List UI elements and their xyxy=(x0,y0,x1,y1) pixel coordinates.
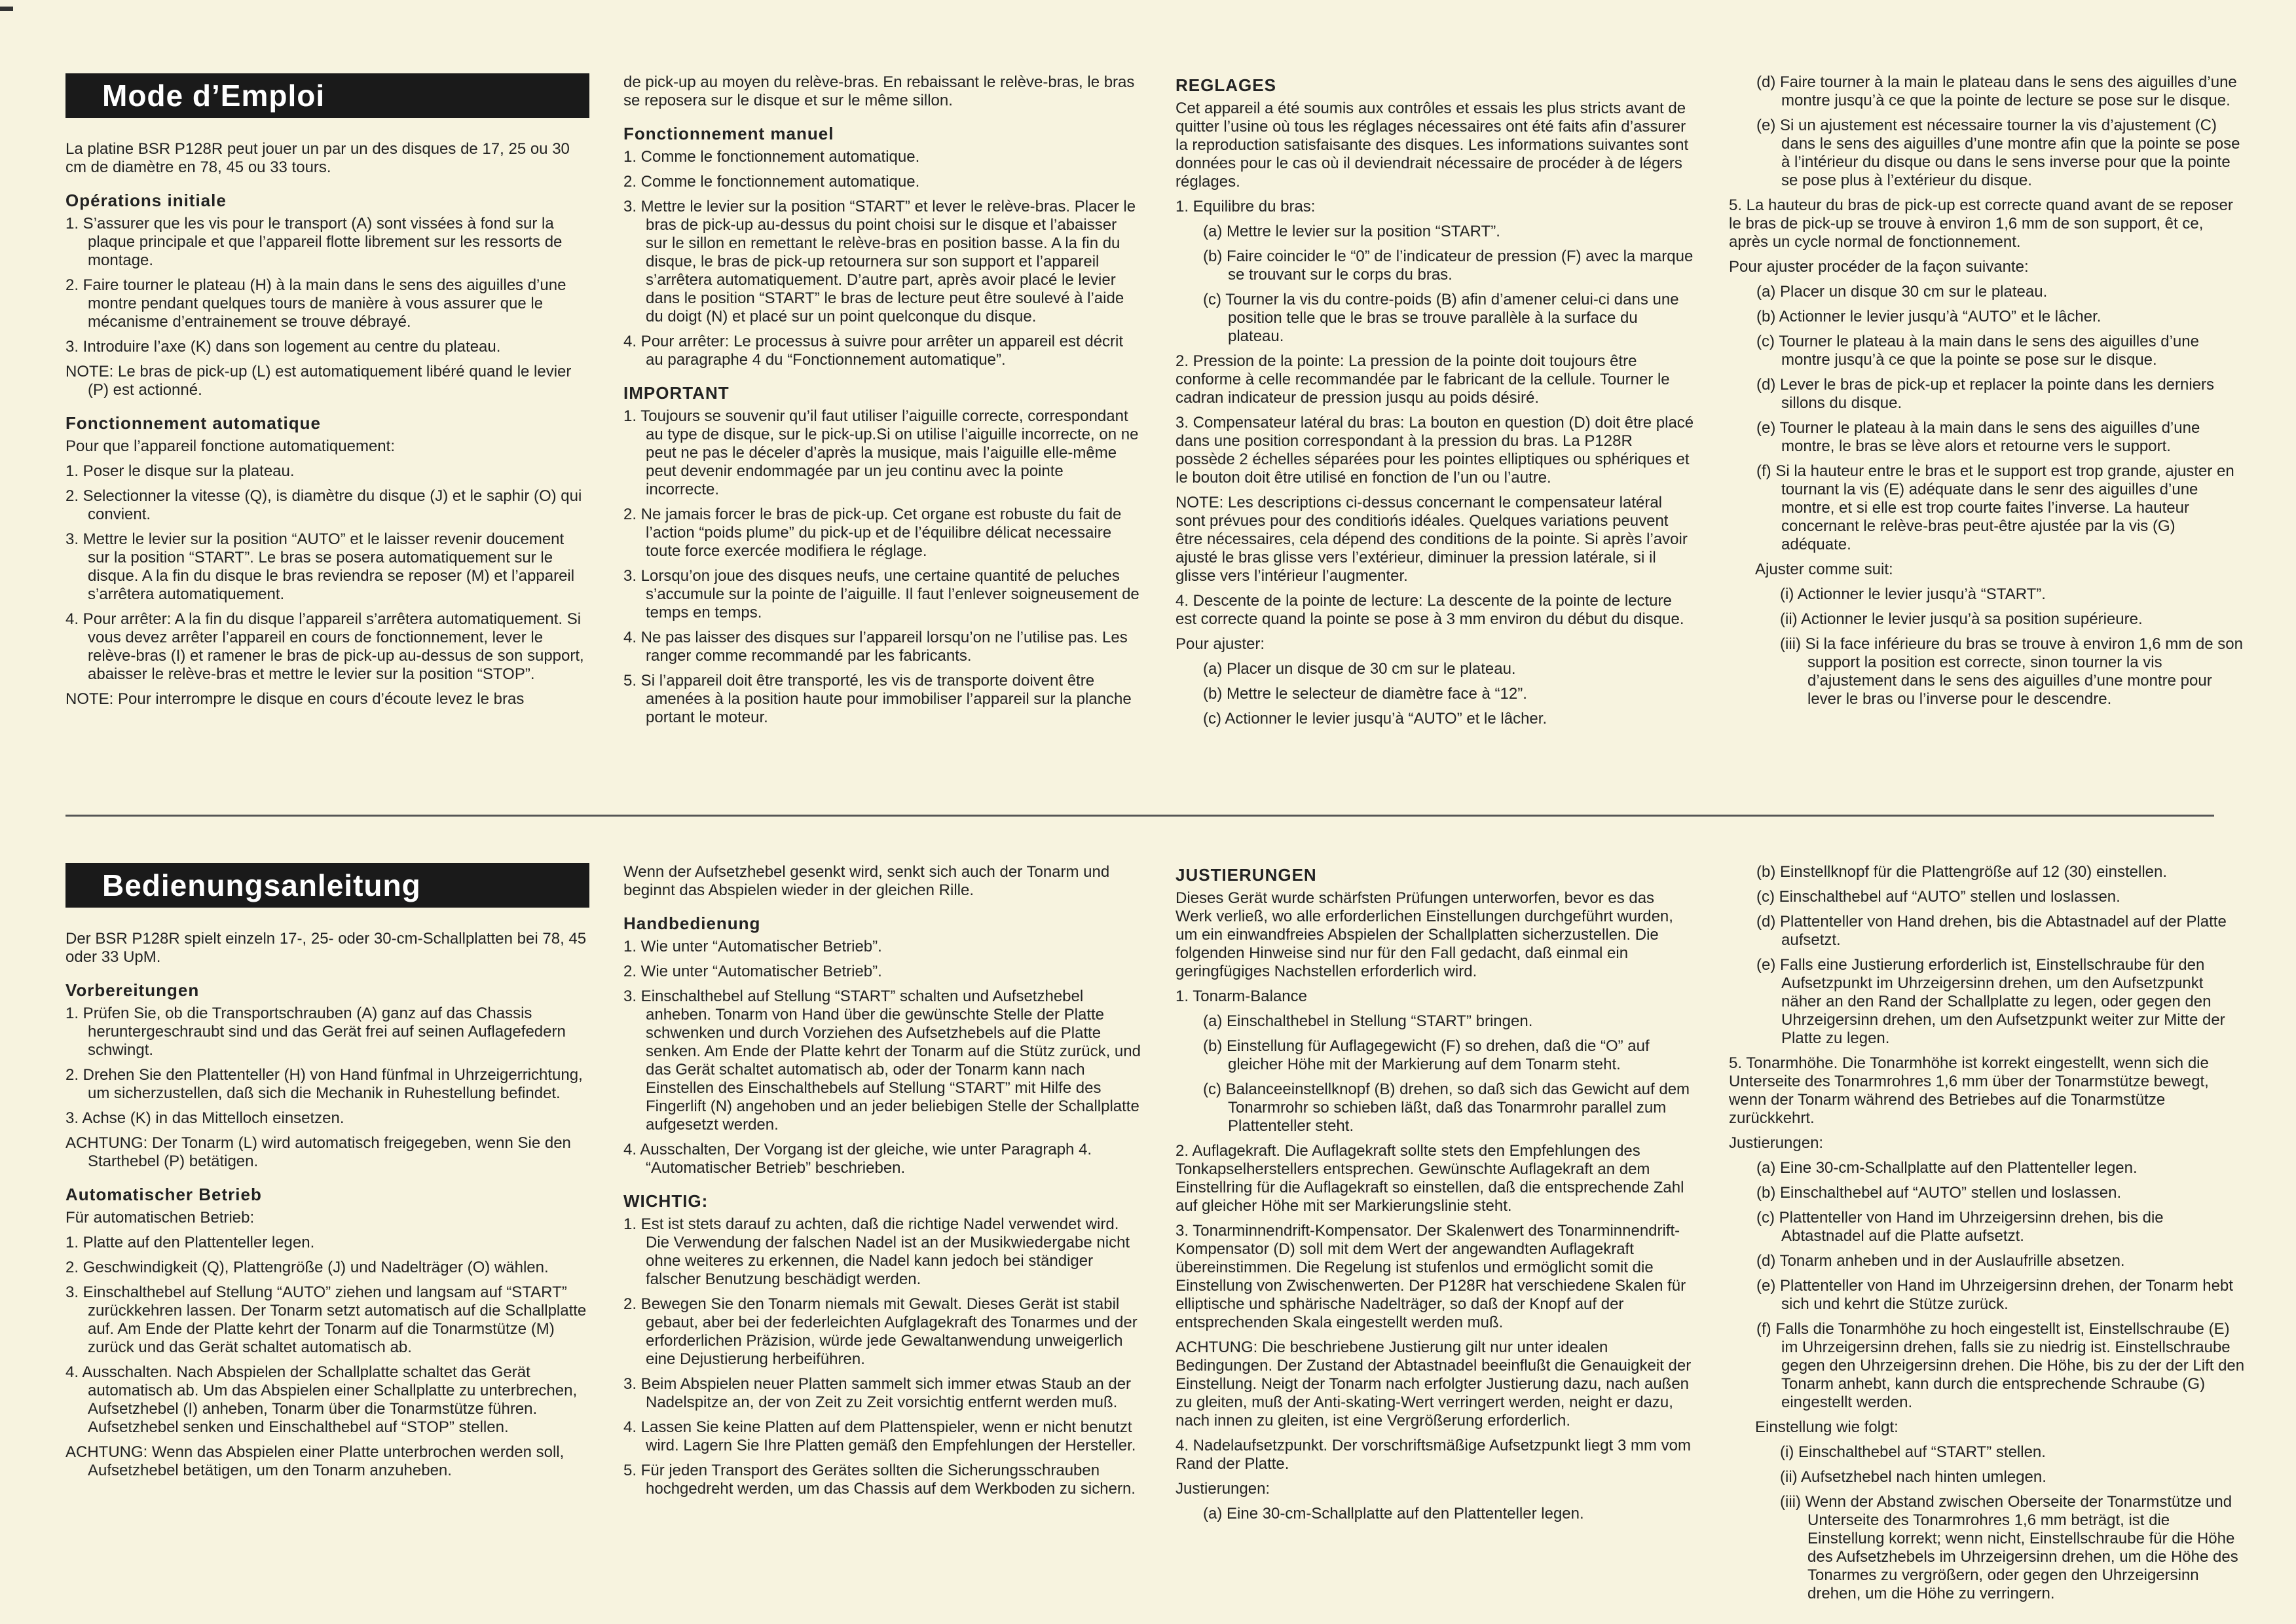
list-item: 2. Wie unter “Automatischer Betrieb”. xyxy=(623,963,882,980)
list-item: 2. Ne jamais forcer le bras de pick-up. Cet organe est robuste du fait de l’action “poids plume” du pick-up et de l’équilibre délicat necessaire toute force exercée modifiera le réglage. xyxy=(623,506,1122,560)
adjustment-4: 4. Descente de la pointe de lecture: La descente de la pointe de lecture est correcte quand la pointe se pose à 3 mm environ du début du disque. xyxy=(1176,592,1684,628)
list-item: (a) Placer un disque de 30 cm sur le plateau. xyxy=(1203,660,1516,678)
column-4 xyxy=(1729,73,2246,715)
list-item: (e) Plattenteller von Hand im Uhrzeigersinn drehen, der Tonarm hebt sich und kehrt die Stütze zurück. xyxy=(1756,1277,2233,1313)
list-item: (ii) Aufsetzhebel nach hinten umlegen. xyxy=(1780,1468,2046,1486)
list-item: (c) Plattenteller von Hand im Uhrzeigersinn drehen, bis die Abtastnadel auf die Platte aufsetzt. xyxy=(1756,1209,2164,1245)
list-item: (e) Si un ajustement est nécessaire tourner la vis d’ajustement (C) dans le sens des aiguilles d’une montre afin que la pointe se pose à l’intérieur du disque ou dans le sens inverse pour que la pointe se pose plus à l’extérieur du disque. xyxy=(1756,117,2240,189)
list-item: (b) Faire coincider le “0” de l’indicateur de pression (F) avec la marque se trouvant sur le corps du bras. xyxy=(1203,248,1694,284)
list-item: (b) Mettre le selecteur de diamètre face à “12”. xyxy=(1203,685,1527,703)
adjustment-4-steps xyxy=(1176,660,1694,728)
list-item: (c) Einschalthebel auf “AUTO” stellen und loslassen. xyxy=(1756,888,2120,906)
intro-paragraph: La platine BSR P128R peut jouer un par un des disques de 17, 25 ou 30 cm de diamètre en 78, 45 ou 33 tours. xyxy=(65,140,570,176)
heading-automatic-operation: Automatischer Betrieb xyxy=(65,1185,262,1204)
heading-manual-operation: Fonctionnement manuel xyxy=(623,124,834,143)
list-item: (a) Einschalthebel in Stellung “START” bringen. xyxy=(1203,1012,1533,1030)
list-item: (c) Balanceeinstellknopf (B) drehen, so daß sich das Gewicht auf dem Tonarmrohr so schieben läßt, daß das Tonarmrohr parallel zum Plattenteller steht. xyxy=(1203,1080,1690,1135)
list-item: 1. Wie unter “Automatischer Betrieb”. xyxy=(623,938,882,955)
list-item: 1. S’assurer que les vis pour le transport (A) sont vissées à fond sur la plaque principale et que l’appareil flotte librement sur les ressorts de montage. xyxy=(65,215,563,269)
list-item: 3. Lorsqu’on joue des disques neufs, une certaine quantité de peluches s’accumule sur la pointe de l’aiguille. Il faut l’enlever soigneusement de temps en temps. xyxy=(623,567,1139,621)
adjustment-2: 2. Pression de la pointe: La pression de la pointe doit toujours être conforme à celle recommandée par le fabricant de la cellule. Tourner le cadran indicateur de pression jusqu au poids désiré. xyxy=(1176,352,1670,407)
adjustment-3: 3. Tonarminnendrift-Kompensator. Der Skalenwert des Tonarminnendrift-Kompensator (D) soll mit dem Wert der angewandten Auflagekraft übereinstimmen. Die Regelung ist stufenlos und ermöglicht somit die Einstellung von Zwischenwerten. Der P128R hat verschiedene Skalen für elliptische und sphärische Nadelträger, so daß der Knopf auf der entsprechenden Skala eingestellt werden muß. xyxy=(1176,1222,1686,1331)
list-item: 4. Ausschalten. Nach Abspielen der Schallplatte schaltet das Gerät automatisch ab. Um das Abspielen einer Schallplatte zu unterbrechen, Aufsetzhebel (I) anheben, Tonarm über die Tonarmstütze führen. Aufsetzhebel senken und Einschalthebel auf “STOP” stellen. xyxy=(65,1363,578,1436)
list-item: 4. Pour arrêter: Le processus à suivre pour arrêter un appareil est décrit au paragraphe 4 du “Fonctionnement automatique”. xyxy=(623,333,1124,369)
list-item: 2. Selectionner la vitesse (Q), is diamètre du disque (J) et le saphir (O) qui convient. xyxy=(65,487,582,523)
list-item: 3. Mettre le levier sur la position “AUTO” et le laisser revenir doucement sur la position “START”. Le bras se posera automatiquement sur le disque. A la fin du disque le bras reviendra se reposer (M) et l’appareil s’arrêtera automatiquement. xyxy=(65,530,575,603)
list-item: 5. Si l’appareil doit être transporté, les vis de transporte doivent être amenées à la position haute pour immobiliser l’appareil sur la planche portant le moteur. xyxy=(623,672,1132,726)
list-item: 1. Comme le fonctionnement automatique. xyxy=(623,148,920,166)
adjustment-1: 1. Equilibre du bras: xyxy=(1176,198,1316,215)
automatic-intro: Für automatischen Betrieb: xyxy=(65,1209,255,1227)
list-item: (iii) Wenn der Abstand zwischen Oberseite der Tonarmstütze und Unterseite des Tonarmrohres 1,6 mm beträgt, ist die Einstellung korrekt; wenn nicht, Einstellschraube für die Höhe des Aufsetzhebels im Uhrzeigersinn drehen, um die Höhe des Tonarmes zu vergrößern, oder gegen den Uhrzeigersinn drehen, um die Höhe zu verringern. xyxy=(1780,1493,2238,1602)
list-item: (d) Faire tourner à la main le plateau dans le sens des aiguilles d’une montre jusqu’à ce que la pointe de lecture se pose sur le disque. xyxy=(1756,73,2237,109)
list-item: NOTE: Pour interrompre le disque en cours d’écoute levez le bras xyxy=(65,690,525,708)
list-item: 3. Introduire l’axe (K) dans son logement au centre du plateau. xyxy=(65,338,501,356)
adjustment-4-steps xyxy=(1176,1505,1694,1523)
list-item: (a) Mettre le levier sur la position “START”. xyxy=(1203,223,1500,240)
heading-important: WICHTIG: xyxy=(623,1191,709,1211)
list-item: 3. Einschalthebel auf Stellung “AUTO” ziehen und langsam auf “START” zurückkehren lassen. Der Tonarm setzt automatisch auf die Schallplatte auf. Am Ende der Platte kehrt der Tonarm auf die Tonarmstütze (M) zurück und das Gerät schaltet automatisch ab. xyxy=(65,1283,587,1356)
list-item: (e) Falls eine Justierung erforderlich ist, Einstellschraube für den Aufsetzpunkt im Uhrzeigersinn drehen, um den Aufsetzpunkt näher an den Rand der Schallplatte zu legen, oder gegen den Uhrzeigersinn drehen, um den Aufsetzpunkt weiter zur Mitte der Platte zu legen. xyxy=(1756,956,2225,1047)
list-item: (i) Einschalthebel auf “START” stellen. xyxy=(1780,1443,2046,1461)
column-4 xyxy=(1729,863,2246,1610)
list-item: (d) Plattenteller von Hand drehen, bis die Abtastnadel auf der Platte aufsetzt. xyxy=(1756,913,2227,949)
adjustment-4-label: Justierungen: xyxy=(1176,1480,1270,1498)
list-item: (i) Actionner le levier jusqu’à “START”. xyxy=(1780,585,2046,603)
adjustment-5-steps xyxy=(1729,283,2246,554)
adjustments-intro: Cet appareil a été soumis aux contrôles et essais les plus stricts avant de quitter l’usine où tous les réglages nécessaires ont été faits afin d’assurer la reproduction satisfaisante des disques. Les informations suivantes sont données pour le cas où il deviendrait nécessaire de procéder à de légers réglages. xyxy=(1176,100,1689,191)
list-item: 1. Poser le disque sur la plateau. xyxy=(65,462,295,480)
section-title-banner: Bedienungsanleitung xyxy=(65,863,589,908)
list-item: 2. Geschwindigkeit (Q), Plattengröße (J) und Nadelträger (O) wählen. xyxy=(65,1259,549,1276)
adjustment-5: 5. Tonarmhöhe. Die Tonarmhöhe ist korrekt eingestellt, wenn sich die Unterseite des Tonarmrohres 1,6 mm über der Tonarmstütze bewegt, wenn der Tonarm während des Betriebes auf die Tonarmstütze zurückkehrt. xyxy=(1729,1054,2209,1127)
list-item: (a) Eine 30-cm-Schallplatte auf den Plattenteller legen. xyxy=(1203,1505,1584,1522)
list-item: (b) Einstellknopf für die Plattengröße auf 12 (30) einstellen. xyxy=(1756,863,2168,881)
adjustment-5-intro: Pour ajuster procéder de la façon suivante: xyxy=(1729,258,2029,276)
heading-initial-operations: Opérations initiale xyxy=(65,191,227,210)
adjustment-4-steps-continued xyxy=(1729,73,2246,190)
list-item: 2. Faire tourner le plateau (H) à la main dans le sens des aiguilles d’une montre pendant quelques tours de manière à vous assurer que le mécanisme d’entrainement se trouve débrayé. xyxy=(65,276,566,331)
list-item: 1. Prüfen Sie, ob die Transportschrauben (A) ganz auf das Chassis heruntergeschraubt sind und das Gerät frei auf seinen Auflagefedern schwingt. xyxy=(65,1005,566,1059)
list-item: (e) Tourner le plateau à la main dans le sens des aiguilles d’une montre, le bras se lève alors et retourne vers le support. xyxy=(1756,419,2200,455)
manual-operation-list xyxy=(623,938,1141,1177)
corner-crop-mark xyxy=(0,7,13,11)
list-item: (a) Placer un disque 30 cm sur le plateau. xyxy=(1756,283,2048,301)
list-item: 3. Mettre le levier sur la position “START” et lever le relève-bras. Placer le bras de pick-up au-dessus du point choisi sur le disque et l’abaisser sur le sillon en remettant le relève-bras en position basse. A la fin du disque, le bras de pick-up retournera sur son support et l’appareil s’arrêtera automatiquement. D’autre part, après avoir placé le levier dans le position “START” le bras de lecture peut être soulevé à l’aide du doigt (N) et placé sur un point quelconque du disque. xyxy=(623,198,1136,325)
heading-preparations: Vorbereitungen xyxy=(65,980,200,1000)
column-3 xyxy=(1176,73,1694,735)
adjustment-5-intro: Justierungen: xyxy=(1729,1134,1824,1152)
adjustment-5: 5. La hauteur du bras de pick-up est correcte quand avant de se reposer le bras de pick-up se trouve à environ 1,6 mm de son support, êt ce, après un cycle normal de fonctionnement. xyxy=(1729,196,2233,251)
list-item: (f) Si la hauteur entre le bras et le support est trop grande, ajuster en tournant la vis (E) adéquate dans le senr des aiguilles d’une montre, et si elle est trop courte faites l’inverse. La hauteur concernant le relève-bras peut-être ajustée par la vis (G) adéquate. xyxy=(1756,462,2234,553)
heading-automatic-operation: Fonctionnement automatique xyxy=(65,413,321,433)
list-item: 3. Beim Abspielen neuer Platten sammelt sich immer etwas Staub an der Nadelspitze an, der von Zeit zu Zeit vorsichtig entfernt werden muß. xyxy=(623,1375,1132,1411)
list-item: 2. Drehen Sie den Plattenteller (H) von Hand fünfmal in Uhrzeigerrichtung, um sicherzustellen, daß sich die Mechanik in Ruhestellung befindet. xyxy=(65,1066,583,1102)
column-1 xyxy=(65,73,589,715)
continued-paragraph: Wenn der Aufsetzhebel gesenkt wird, senkt sich auch der Tonarm und beginnt das Abspielen wieder in der gleichen Rille. xyxy=(623,863,1110,899)
initial-operations-list xyxy=(65,215,589,399)
adjustment-4: 4. Nadelaufsetzpunkt. Der vorschriftsmäßige Aufsetzpunkt liegt 3 mm vom Rand der Platte. xyxy=(1176,1437,1691,1473)
preparations-list xyxy=(65,1005,589,1171)
list-item: 4. Lassen Sie keine Platten auf dem Plattenspieler, wenn er nicht benutzt wird. Lagern Sie Ihre Platten gemäß den Empfehlungen der Hersteller. xyxy=(623,1418,1136,1454)
heading-adjustments: REGLAGES xyxy=(1176,75,1276,95)
list-item: (c) Tourner le plateau à la main dans le sens des aiguilles d’une montre jusqu’à ce que la pointe se pose sur le disque. xyxy=(1756,333,2199,369)
list-item: 4. Pour arrêter: A la fin du disque l’appareil s’arrêtera automatiquement. Si vous devez arrêter l’appareil en cours de fonctionnement, lever le relève-bras (I) et ramener le bras de pick-up au-dessus de son support, abaisser le relève-bras et mettre le levier sur la position “STOP”. xyxy=(65,610,584,683)
adjustments-intro: Dieses Gerät wurde schärfsten Prüfungen unterworfen, bevor es das Werk verließ, wo alle erforderlichen Einstellungen durchgeführt wurden, um ein einwandfreies Abspielen der Schallplatten sicherzustellen. Die folgenden Hinweise sind nur für den Fall gedacht, daß einmal ein geringfügiges Nachstellen erforderlich wird. xyxy=(1176,889,1673,980)
list-item: 3. Achse (K) in das Mittelloch einsetzen. xyxy=(65,1109,344,1127)
list-item: ACHTUNG: Der Tonarm (L) wird automatisch freigegeben, wenn Sie den Starthebel (P) betätigen. xyxy=(65,1134,571,1170)
list-item: (c) Actionner le levier jusqu’à “AUTO” et le lâcher. xyxy=(1203,710,1547,728)
list-item: (b) Actionner le levier jusqu’à “AUTO” et le lâcher. xyxy=(1756,308,2102,325)
list-item: (d) Lever le bras de pick-up et replacer la pointe dans les derniers sillons du disque. xyxy=(1756,376,2215,412)
important-list xyxy=(623,407,1141,727)
list-item: (c) Tourner la vis du contre-poids (B) afin d’amener celui-ci dans une position telle que le bras se trouve parallèle à la surface du plateau. xyxy=(1203,291,1679,345)
automatic-intro: Pour que l’appareil fonctione automatiquement: xyxy=(65,437,395,455)
column-1 xyxy=(65,863,589,1486)
column-3 xyxy=(1176,863,1694,1530)
list-item: 4. Ausschalten, Der Vorgang ist der gleiche, wie unter Paragraph 4. “Automatischer Betrieb” beschrieben. xyxy=(623,1141,1092,1177)
list-item: 1. Platte auf den Plattenteller legen. xyxy=(65,1234,315,1251)
automatic-operation-list xyxy=(65,462,589,709)
adjustment-5-label: Einstellung wie folgt: xyxy=(1755,1418,1898,1436)
section-title-banner: Mode d’Emploi xyxy=(65,73,589,118)
automatic-operation-list xyxy=(65,1234,589,1480)
list-item: (a) Eine 30-cm-Schallplatte auf den Plattenteller legen. xyxy=(1756,1159,2138,1177)
adjustment-1: 1. Tonarm-Balance xyxy=(1176,987,1307,1005)
list-item: 4. Ne pas laisser des disques sur l’appareil lorsqu’on ne l’utilise pas. Les ranger comme recommandé par les fabricants. xyxy=(623,629,1128,665)
adjustment-5-substeps xyxy=(1729,585,2246,709)
adjustment-note: NOTE: Les descriptions ci-dessus concernant le compensateur latéral sont prévues pour des conditiońs idéales. Quelques variations peuvent être nécessaires, cela dépend des conditions de la pointe. Si après l’avoir ajusté le bras glisse vers l’extérieur, diminuer la pression latérale, si il glisse vers l’intérieur l’augmenter. xyxy=(1176,494,1688,585)
column-2 xyxy=(623,863,1141,1505)
adjustment-4-label: Pour ajuster: xyxy=(1176,635,1265,653)
continued-paragraph: de pick-up au moyen du relève-bras. En rebaissant le relève-bras, le bras se reposera sur le disque et sur le même sillon. xyxy=(623,73,1135,109)
list-item: (b) Einschalthebel auf “AUTO” stellen und loslassen. xyxy=(1756,1184,2122,1202)
adjustment-1-steps xyxy=(1176,223,1694,346)
list-item: NOTE: Le bras de pick-up (L) est automatiquement libéré quand le levier (P) est actionné. xyxy=(65,363,572,399)
list-item: 3. Einschalthebel auf Stellung “START” schalten und Aufsetzhebel anheben. Tonarm von Hand über die gewünschte Stelle der Platte schwenken und durch Vorziehen des Aufsetzhebels auf die Platte senken. Am Ende der Platte kehrt der Tonarm auf die Stütz zurück, und das Gerät schaltet automatisch ab, oder der Tonarm kann nach Einstellen des Einschalthebels auf Stellung “START” mit Hilfe des Fingerlift (N) angehoben und an jeder beliebigen Stelle der Schallplatte aufgesetzt werden. xyxy=(623,987,1141,1134)
adjustment-1-steps xyxy=(1176,1012,1694,1135)
adjustment-5-substeps xyxy=(1729,1443,2246,1603)
adjustment-5-steps xyxy=(1729,1159,2246,1412)
list-item: (d) Tonarm anheben und in der Auslaufrille absetzen. xyxy=(1756,1252,2125,1270)
column-2 xyxy=(623,73,1141,733)
intro-paragraph: Der BSR P128R spielt einzeln 17-, 25- oder 30-cm-Schallplatten bei 78, 45 oder 33 UpM. xyxy=(65,930,587,966)
list-item: 5. Für jeden Transport des Gerätes sollten die Sicherungsschrauben hochgedreht werden, um das Chassis auf dem Werkboden zu sichern. xyxy=(623,1462,1136,1498)
heading-manual-operation: Handbedienung xyxy=(623,913,761,933)
list-item: (iii) Si la face inférieure du bras se trouve à environ 1,6 mm de son support la position est correcte, sinon tourner la vis d’ajustement dans le sens des aiguilles d’une montre pour lever le bras ou l’inverse pour le descendre. xyxy=(1780,635,2244,708)
list-item: (b) Einstellung für Auflagegewicht (F) so drehen, daß die “O” auf gleicher Höhe mit der Markierung auf dem Tonarm steht. xyxy=(1203,1037,1650,1073)
important-list xyxy=(623,1215,1141,1498)
list-item: 2. Comme le fonctionnement automatique. xyxy=(623,173,920,191)
manual-operation-list xyxy=(623,148,1141,369)
adjustment-4-steps-continued xyxy=(1729,863,2246,1048)
list-item: (f) Falls die Tonarmhöhe zu hoch eingestellt ist, Einstellschraube (E) im Uhrzeigersinn drehen, falls sie zu niedrig ist. Einstellschraube gegen den Uhrzeigersinn drehen. Die Höhe, bis zu der der Lift den Tonarm anhebt, kann durch die entsprechende Schraube (G) eingestellt werden. xyxy=(1756,1320,2245,1411)
list-item: 1. Toujours se souvenir qu’il faut utiliser l’aiguille correcte, correspondant au type de disque, sur le pick-up.Si on utilise l’aiguille incorrecte, on ne peut ne pas le déceler d’après la musique, mais l’aiguille elle-même peut devenir endommagée par un jeu continu avec la pointe incorrecte. xyxy=(623,407,1139,498)
list-item: ACHTUNG: Wenn das Abspielen einer Platte unterbrochen werden soll, Aufsetzhebel betätigen, um den Tonarm anzuheben. xyxy=(65,1443,565,1479)
list-item: 1. Est ist stets darauf zu achten, daß die richtige Nadel verwendet wird. Die Verwendung der falschen Nadel ist an der Musikwiedergabe nicht ohne weiteres zu erkennen, die Nadel kann jedoch bei ständiger falscher Benutzung beschädigt werden. xyxy=(623,1215,1130,1288)
list-item: (ii) Actionner le levier jusqu’à sa position supérieure. xyxy=(1780,610,2143,628)
adjustment-3: 3. Compensateur latéral du bras: La bouton en question (D) doit être placé dans une position correspondant à la pression du bras. La P128R possède 2 échelles séparées pour les pointes elliptiques ou sphériques et le bouton doit être utilisé en fonction de l’un ou l’autre. xyxy=(1176,414,1694,487)
heading-adjustments: JUSTIERUNGEN xyxy=(1176,865,1317,885)
adjustment-5-label: Ajuster comme suit: xyxy=(1755,561,1893,578)
adjustment-2: 2. Auflagekraft. Die Auflagekraft sollte stets den Empfehlungen des Tonkapselherstellers entsprechen. Gewünschte Auflagekraft an dem Einstellring für die Auflagekraft so einstellen, daß die entsprechende Zahl auf gleicher Höhe mit ser Markierungslinie steht. xyxy=(1176,1142,1684,1215)
list-item: 2. Bewegen Sie den Tonarm niemals mit Gewalt. Dieses Gerät ist stabil gebaut, aber bei der federleichten Aufglagekraft des Tonarmes und der erforderlichen Präzision, würde jede Gewaltanwendung unweigerlich eine Dejustierung herbeiführen. xyxy=(623,1295,1138,1368)
heading-important: IMPORTANT xyxy=(623,383,730,403)
fold-divider-line xyxy=(65,815,2214,817)
adjustment-note: ACHTUNG: Die beschriebene Justierung gilt nur unter idealen Bedingungen. Der Zustand der Abtastnadel beeinflußt die Genauigkeit der Einstellung. Neigt der Tonarm nach erfolgter Justierung dazu, nach außen zu gleiten, muß der Anti-skating-Wert verringert werden, neight er dazu, nach innen zu gleiten, ist eine Vergrößerung erforderlich. xyxy=(1176,1338,1692,1430)
